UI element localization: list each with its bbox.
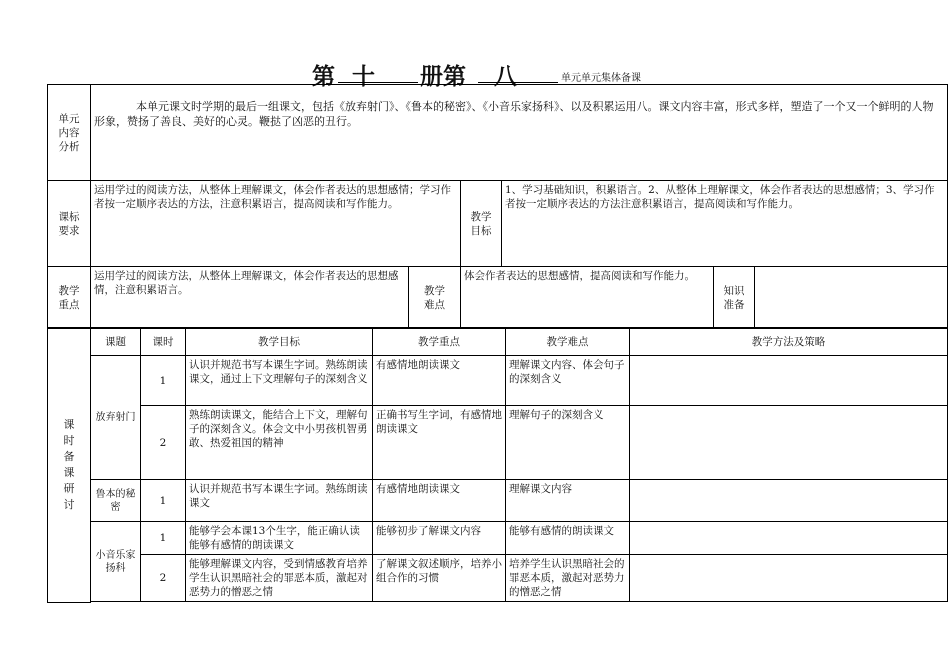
period-difficulty: 理解句子的深刻含义 xyxy=(506,406,630,480)
title-unit-number: 八 xyxy=(494,63,517,90)
header-key: 教学重点 xyxy=(373,328,506,356)
period-number: 1 xyxy=(141,356,186,406)
header-title: 课题 xyxy=(91,328,141,356)
period-difficulty: 理解课文内容 xyxy=(506,480,630,522)
label-teaching-difficulty: 教学难点 xyxy=(409,267,461,329)
period-goal: 能够理解课文内容，受到情感教育培养学生认识黑暗社会的罪恶本质，激起对恶势力的憎恶之情 xyxy=(186,555,373,602)
lesson-plan-table xyxy=(47,327,948,603)
title-prefix: 第 xyxy=(312,63,335,90)
period-goal: 能够学会本课13个生字，能正确认读能够有感情的朗读课文 xyxy=(186,522,373,555)
title-mid: 册第 xyxy=(420,63,466,90)
unit-analysis-text: 本单元课文时学期的最后一组课文，包括《放弃射门》、《鲁本的秘密》、《小音乐家扬科》、以及积累运用八。课文内容丰富，形式多样，塑造了一个又一个鲜明的人物形象，赞扬了善良、美好的心灵。鞭挞了凶恶的丑行。 xyxy=(91,85,948,181)
period-difficulty: 能够有感情的朗读课文 xyxy=(506,522,630,555)
table-row xyxy=(48,480,948,522)
label-unit-analysis: 单元内容分析 xyxy=(48,85,91,181)
lesson-title: 放弃射门 xyxy=(91,356,141,480)
curriculum-requirement-text: 运用学过的阅读方法，从整体上理解课文，体会作者表达的思想感情；学习作者按一定顺序表达的方法，注意积累语言，提高阅读和写作能力。 xyxy=(91,181,461,267)
period-number: 2 xyxy=(141,555,186,602)
period-method xyxy=(630,555,948,602)
period-method xyxy=(630,356,948,406)
period-key: 有感情地朗读课文 xyxy=(373,480,506,522)
period-key: 能够初步了解课文内容 xyxy=(373,522,506,555)
label-knowledge-prep: 知识准备 xyxy=(714,267,755,329)
label-teaching-goal: 教学目标 xyxy=(461,181,502,267)
label-teaching-key: 教学重点 xyxy=(48,267,91,329)
period-method xyxy=(630,406,948,480)
period-difficulty: 培养学生认识黑暗社会的罪恶本质，激起对恶势力的憎恶之情 xyxy=(506,555,630,602)
title-underline xyxy=(338,82,418,83)
knowledge-prep-text xyxy=(755,267,948,329)
period-goal: 认识并规范书写本课生字词。熟练朗读课文 xyxy=(186,480,373,522)
period-goal: 认识并规范书写本课生字词。熟练朗读课文，通过上下文理解句子的深刻含义 xyxy=(186,356,373,406)
period-key: 有感情地朗读课文 xyxy=(373,356,506,406)
label-curriculum-requirement: 课标要求 xyxy=(48,181,91,267)
unit-info-table xyxy=(47,84,948,329)
lesson-title: 小音乐家扬科 xyxy=(91,522,141,602)
period-method xyxy=(630,522,948,555)
period-number: 2 xyxy=(141,406,186,480)
table-row xyxy=(48,356,948,406)
period-number: 1 xyxy=(141,522,186,555)
label-class-design: 课时备课研讨 xyxy=(48,328,91,603)
lesson-title: 鲁本的秘密 xyxy=(91,480,141,522)
teaching-goal-text: 1、学习基础知识，积累语言。2、从整体上理解课文，体会作者表达的思想感情；3、学习作者按一定顺序表达的方法注意积累语言，提高阅读和写作能力。 xyxy=(502,181,948,267)
title-underline xyxy=(478,82,558,83)
header-difficulty: 教学难点 xyxy=(506,328,630,356)
title-subtitle: 单元单元集体备课 xyxy=(561,73,641,84)
period-difficulty: 理解课文内容、体会句子的深刻含义 xyxy=(506,356,630,406)
table-row xyxy=(48,406,948,480)
period-key: 正确书写生字词，有感情地朗读课文 xyxy=(373,406,506,480)
header-period: 课时 xyxy=(141,328,186,356)
table-row xyxy=(48,522,948,555)
title-volume-number: 十 xyxy=(352,63,375,90)
header-method: 教学方法及策略 xyxy=(630,328,948,356)
teaching-difficulty-text: 体会作者表达的思想感情，提高阅读和写作能力。 xyxy=(461,267,714,329)
period-key: 了解课文叙述顺序，培养小组合作的习惯 xyxy=(373,555,506,602)
period-method xyxy=(630,480,948,522)
period-number: 1 xyxy=(141,480,186,522)
period-goal: 熟练朗读课文，能结合上下文，理解句子的深刻含义。体会文中小男孩机智勇敢、热爱祖国的精神 xyxy=(186,406,373,480)
header-goal: 教学目标 xyxy=(186,328,373,356)
table-row xyxy=(48,555,948,602)
teaching-key-text: 运用学过的阅读方法，从整体上理解课文，体会作者表达的思想感情，注意积累语言。 xyxy=(91,267,409,329)
